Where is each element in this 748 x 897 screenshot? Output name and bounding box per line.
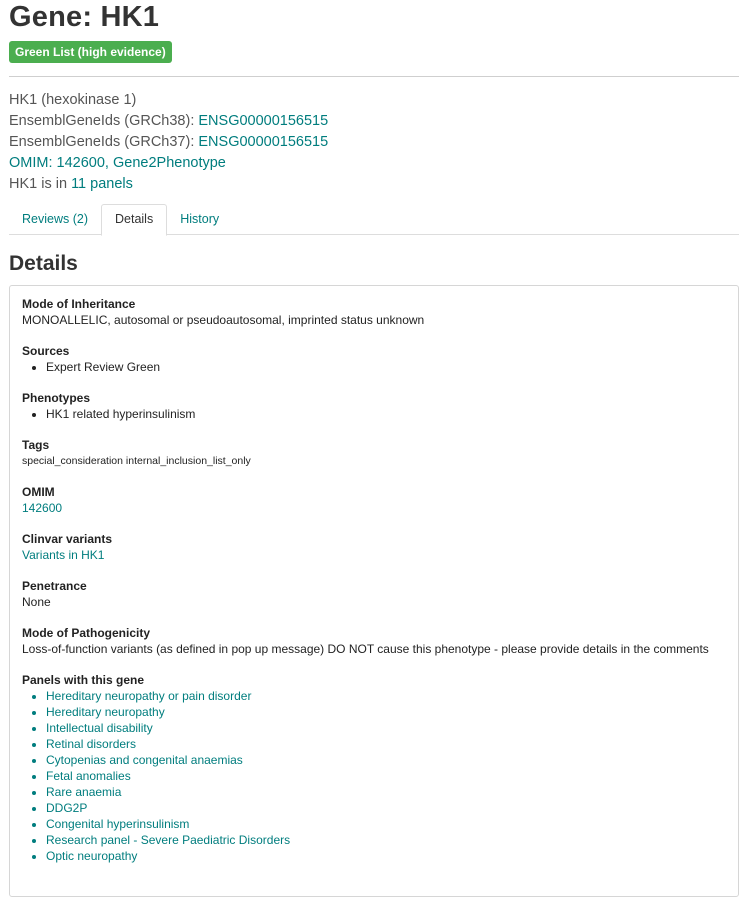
panel-link[interactable]: Hereditary neuropathy xyxy=(46,705,165,719)
ensembl-grch37-line xyxy=(9,132,739,153)
panel-link[interactable]: Optic neuropathy xyxy=(46,849,138,863)
panel-link[interactable]: Hereditary neuropathy or pain disorder xyxy=(46,689,252,703)
tags-label: Tags xyxy=(22,438,50,452)
clinvar-link[interactable]: Variants in HK1 xyxy=(22,548,105,562)
page-title: Gene: HK1 xyxy=(9,1,160,33)
field-penetrance xyxy=(22,578,726,610)
omim-value-link[interactable]: 142600 xyxy=(22,501,63,515)
details-panel xyxy=(9,285,739,897)
ensembl-grch37-link[interactable]: ENSG00000156515 xyxy=(198,134,329,150)
header-divider xyxy=(9,76,739,77)
panels-count-line xyxy=(9,174,739,195)
panel-item xyxy=(46,768,726,784)
panel-link[interactable]: Congenital hyperinsulinism xyxy=(46,817,190,831)
moi-label: Mode of Inheritance xyxy=(22,297,136,311)
field-phenotypes xyxy=(22,390,726,422)
phenotypes-label: Phenotypes xyxy=(22,391,91,405)
moi-value: MONOALLELIC, autosomal or pseudoautosomal, imprinted status unknown xyxy=(22,313,425,327)
panel-item xyxy=(46,688,726,704)
omim-label: OMIM xyxy=(22,485,55,499)
tab-bar xyxy=(9,204,739,235)
tab-reviews[interactable]: Reviews (2) xyxy=(22,212,88,226)
ensembl-grch38-link[interactable]: ENSG00000156515 xyxy=(198,113,329,129)
link-separator: , xyxy=(104,155,113,171)
panel-item xyxy=(46,784,726,800)
phenotype-item: • HK1 related hyperinsulinism xyxy=(46,406,726,422)
ensembl-grch38-line xyxy=(9,111,739,132)
panel-link[interactable]: Rare anaemia xyxy=(46,785,122,799)
gene2phenotype-link[interactable]: Gene2Phenotype xyxy=(112,155,226,171)
gene-meta xyxy=(9,90,739,195)
panel-item xyxy=(46,736,726,752)
tags-value: special_consideration internal_inclusion_list_only xyxy=(22,455,251,467)
panel-link[interactable]: Research panel - Severe Paediatric Disorders xyxy=(46,833,291,847)
panels-list xyxy=(22,688,726,864)
panels-count-link[interactable]: 11 panels xyxy=(71,176,133,192)
panel-link[interactable]: Cytopenias and congenital anaemias xyxy=(46,753,243,767)
field-moi xyxy=(22,296,726,328)
panel-item xyxy=(46,752,726,768)
field-omim xyxy=(22,484,726,516)
source-item: • Expert Review Green xyxy=(46,359,726,375)
mop-value: Loss-of-function variants (as defined in pop up message) DO NOT cause this phenotype - please provide details in the comments xyxy=(22,642,709,656)
omim-line xyxy=(9,153,739,174)
mop-label: Mode of Pathogenicity xyxy=(22,626,151,640)
panel-item xyxy=(46,720,726,736)
panel-link[interactable]: Fetal anomalies xyxy=(46,769,131,783)
tab-history[interactable]: History xyxy=(180,212,220,226)
omim-link[interactable]: OMIM: 142600 xyxy=(9,155,105,171)
panel-item xyxy=(46,816,726,832)
clinvar-label: Clinvar variants xyxy=(22,532,113,546)
panel-link[interactable]: Retinal disorders xyxy=(46,737,137,751)
gene-name-line: HK1 (hexokinase 1) xyxy=(9,92,137,108)
ensembl-grch38-label: EnsemblGeneIds (GRCh38): xyxy=(9,113,199,129)
field-sources xyxy=(22,343,726,375)
details-heading: Details xyxy=(9,252,78,275)
tab-details[interactable]: Details xyxy=(101,204,167,236)
panels-label: Panels with this gene xyxy=(22,673,145,687)
panel-item xyxy=(46,848,726,864)
field-tags xyxy=(22,437,726,469)
phenotypes-list xyxy=(22,406,726,422)
field-clinvar xyxy=(22,531,726,563)
panels-count-prefix: HK1 is in xyxy=(9,176,72,192)
field-mop xyxy=(22,625,726,657)
field-panels xyxy=(22,672,726,864)
ensembl-grch37-label: EnsemblGeneIds (GRCh37): xyxy=(9,134,199,150)
panel-link[interactable]: DDG2P xyxy=(46,801,88,815)
sources-label: Sources xyxy=(22,344,70,358)
panel-item xyxy=(46,704,726,720)
penetrance-value: None xyxy=(22,595,51,609)
penetrance-label: Penetrance xyxy=(22,579,87,593)
panel-link[interactable]: Intellectual disability xyxy=(46,721,153,735)
green-list-badge: Green List (high evidence) xyxy=(9,41,172,63)
sources-list xyxy=(22,359,726,375)
panel-item xyxy=(46,832,726,848)
panel-item xyxy=(46,800,726,816)
